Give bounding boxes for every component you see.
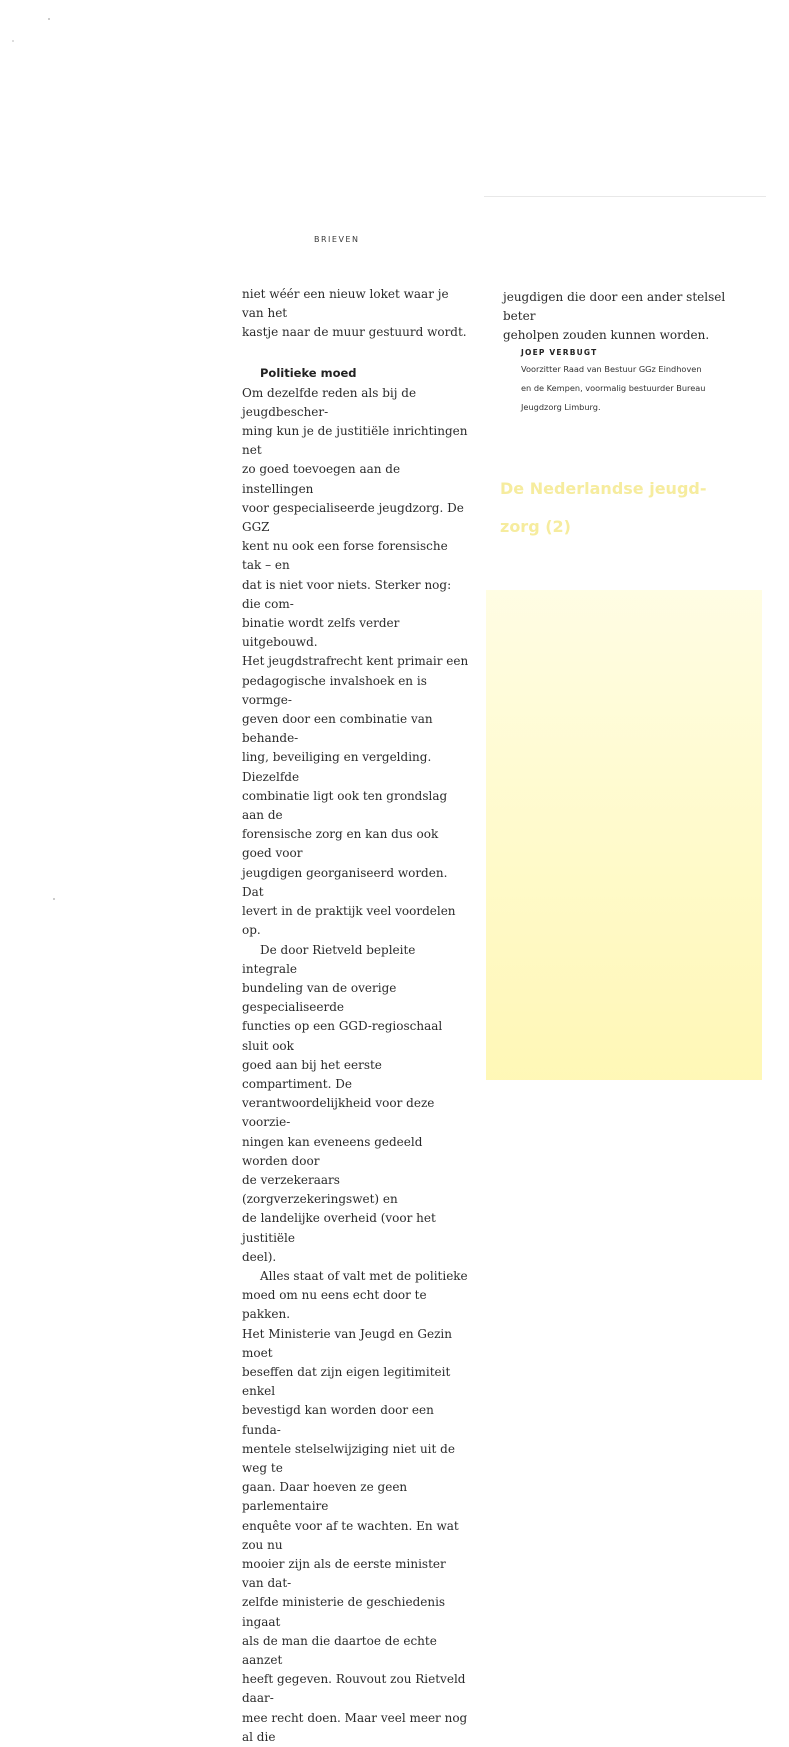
text-line: de landelijke overheid (voor het justitiële	[242, 1211, 436, 1245]
role-line: Jeugdzorg Limburg.	[521, 402, 601, 412]
text-line: jeugdigen georganiseerd worden. Dat	[242, 865, 448, 899]
text-line: beseffen dat zijn eigen legitimiteit enkel	[242, 1364, 451, 1399]
text-line: de verzekeraars (zorgverzekeringswet) en	[242, 1172, 398, 1207]
heading-line: De Nederlandse jeugd-	[500, 479, 707, 498]
subheading: Politieke moed	[260, 365, 357, 380]
text-line: levert in de praktijk veel voordelen op.	[242, 904, 456, 938]
text-line: goed aan bij het eerste compartiment. De	[242, 1057, 382, 1091]
text-line: geven door een combinatie van behande-	[242, 712, 433, 746]
text-line: pedagogische invalshoek en is vormge-	[242, 673, 427, 707]
text-line: bevestigd kan worden door een funda-	[242, 1403, 434, 1437]
text-line: functies op een GGD-regioschaal sluit ook	[242, 1019, 443, 1053]
text-line: zelfde ministerie de geschiedenis ingaat	[242, 1595, 446, 1629]
scan-speck	[12, 40, 14, 42]
scan-speck	[48, 18, 50, 20]
text-line: binatie wordt zelfs verder uitgebouwd.	[242, 616, 400, 650]
left-column	[242, 285, 470, 1747]
text-line: mooier zijn als de eerste minister van dat-	[242, 1557, 446, 1591]
text-line: deel).	[242, 1249, 277, 1264]
scan-speck	[53, 898, 55, 900]
text-line: gaan. Daar hoeven ze geen parlementaire	[242, 1480, 408, 1514]
text-line: ming kun je de justitiële inrichtingen net	[242, 424, 468, 458]
text-line: De door Rietveld bepleite integrale	[242, 942, 416, 976]
text-line: kastje naar de muur gestuurd wordt.	[242, 325, 467, 340]
role-line: en de Kempen, voormalig bestuurder Bureau	[521, 383, 706, 393]
text-line: voor gespecialiseerde jeugdzorg. De GGZ	[242, 500, 464, 535]
text-line: ling, beveiliging en vergelding. Diezelfde	[242, 750, 432, 784]
text-line: dat is niet voor niets. Sterker nog: die com-	[242, 577, 452, 611]
text-line: zo goed toevoegen aan de instellingen	[242, 462, 401, 496]
heading-line: zorg (2)	[500, 517, 571, 536]
text-line: niet wéér een nieuw loket waar je van het	[242, 287, 449, 321]
text-line: heeft gegeven. Rouvout zou Rietveld daar-	[242, 1672, 466, 1706]
text-line: Om dezelfde reden als bij de jeugdbescher-	[242, 385, 417, 419]
faded-section-heading	[500, 470, 750, 546]
text-line: combinatie ligt ook ten grondslag aan de	[242, 788, 448, 823]
text-line: geholpen zouden kunnen worden.	[503, 328, 710, 343]
faded-yellow-highlight-block	[486, 590, 762, 1080]
text-line: bundeling van de overige gespecialiseerde	[242, 980, 397, 1015]
text-line: ningen kan eveneens gedeeld worden door	[242, 1134, 423, 1168]
author-name: JOEP VERBUGT	[521, 348, 598, 357]
text-line: Het Ministerie van Jeugd en Gezin moet	[242, 1326, 452, 1360]
text-line: moed om nu eens echt door te pakken.	[242, 1288, 427, 1322]
text-line: kent nu ook een forse forensische tak – en	[242, 539, 448, 573]
text-line: als de man die daartoe de echte aanzet	[242, 1633, 437, 1668]
right-column	[503, 288, 733, 346]
role-line: Voorzitter Raad van Bestuur GGz Eindhoven	[521, 364, 702, 374]
letter-signature	[521, 348, 741, 417]
text-line: verantwoordelijkheid voor deze voorzie-	[242, 1096, 435, 1130]
text-line: jeugdigen die door een ander stelsel beter	[503, 290, 726, 324]
text-line: enquête voor af te wachten. En wat zou nu	[242, 1518, 459, 1552]
author-role	[521, 360, 741, 417]
text-line: Alles staat of valt met de politieke	[260, 1268, 468, 1283]
text-line: mentele stelselwijziging niet uit de weg te	[242, 1441, 455, 1475]
text-line: Het jeugdstrafrecht kent primair een	[242, 654, 469, 669]
text-line: mee recht doen. Maar veel meer nog al die	[242, 1710, 468, 1744]
text-line: forensische zorg en kan dus ook goed voor	[242, 827, 439, 861]
running-head: BRIEVEN	[314, 235, 360, 244]
